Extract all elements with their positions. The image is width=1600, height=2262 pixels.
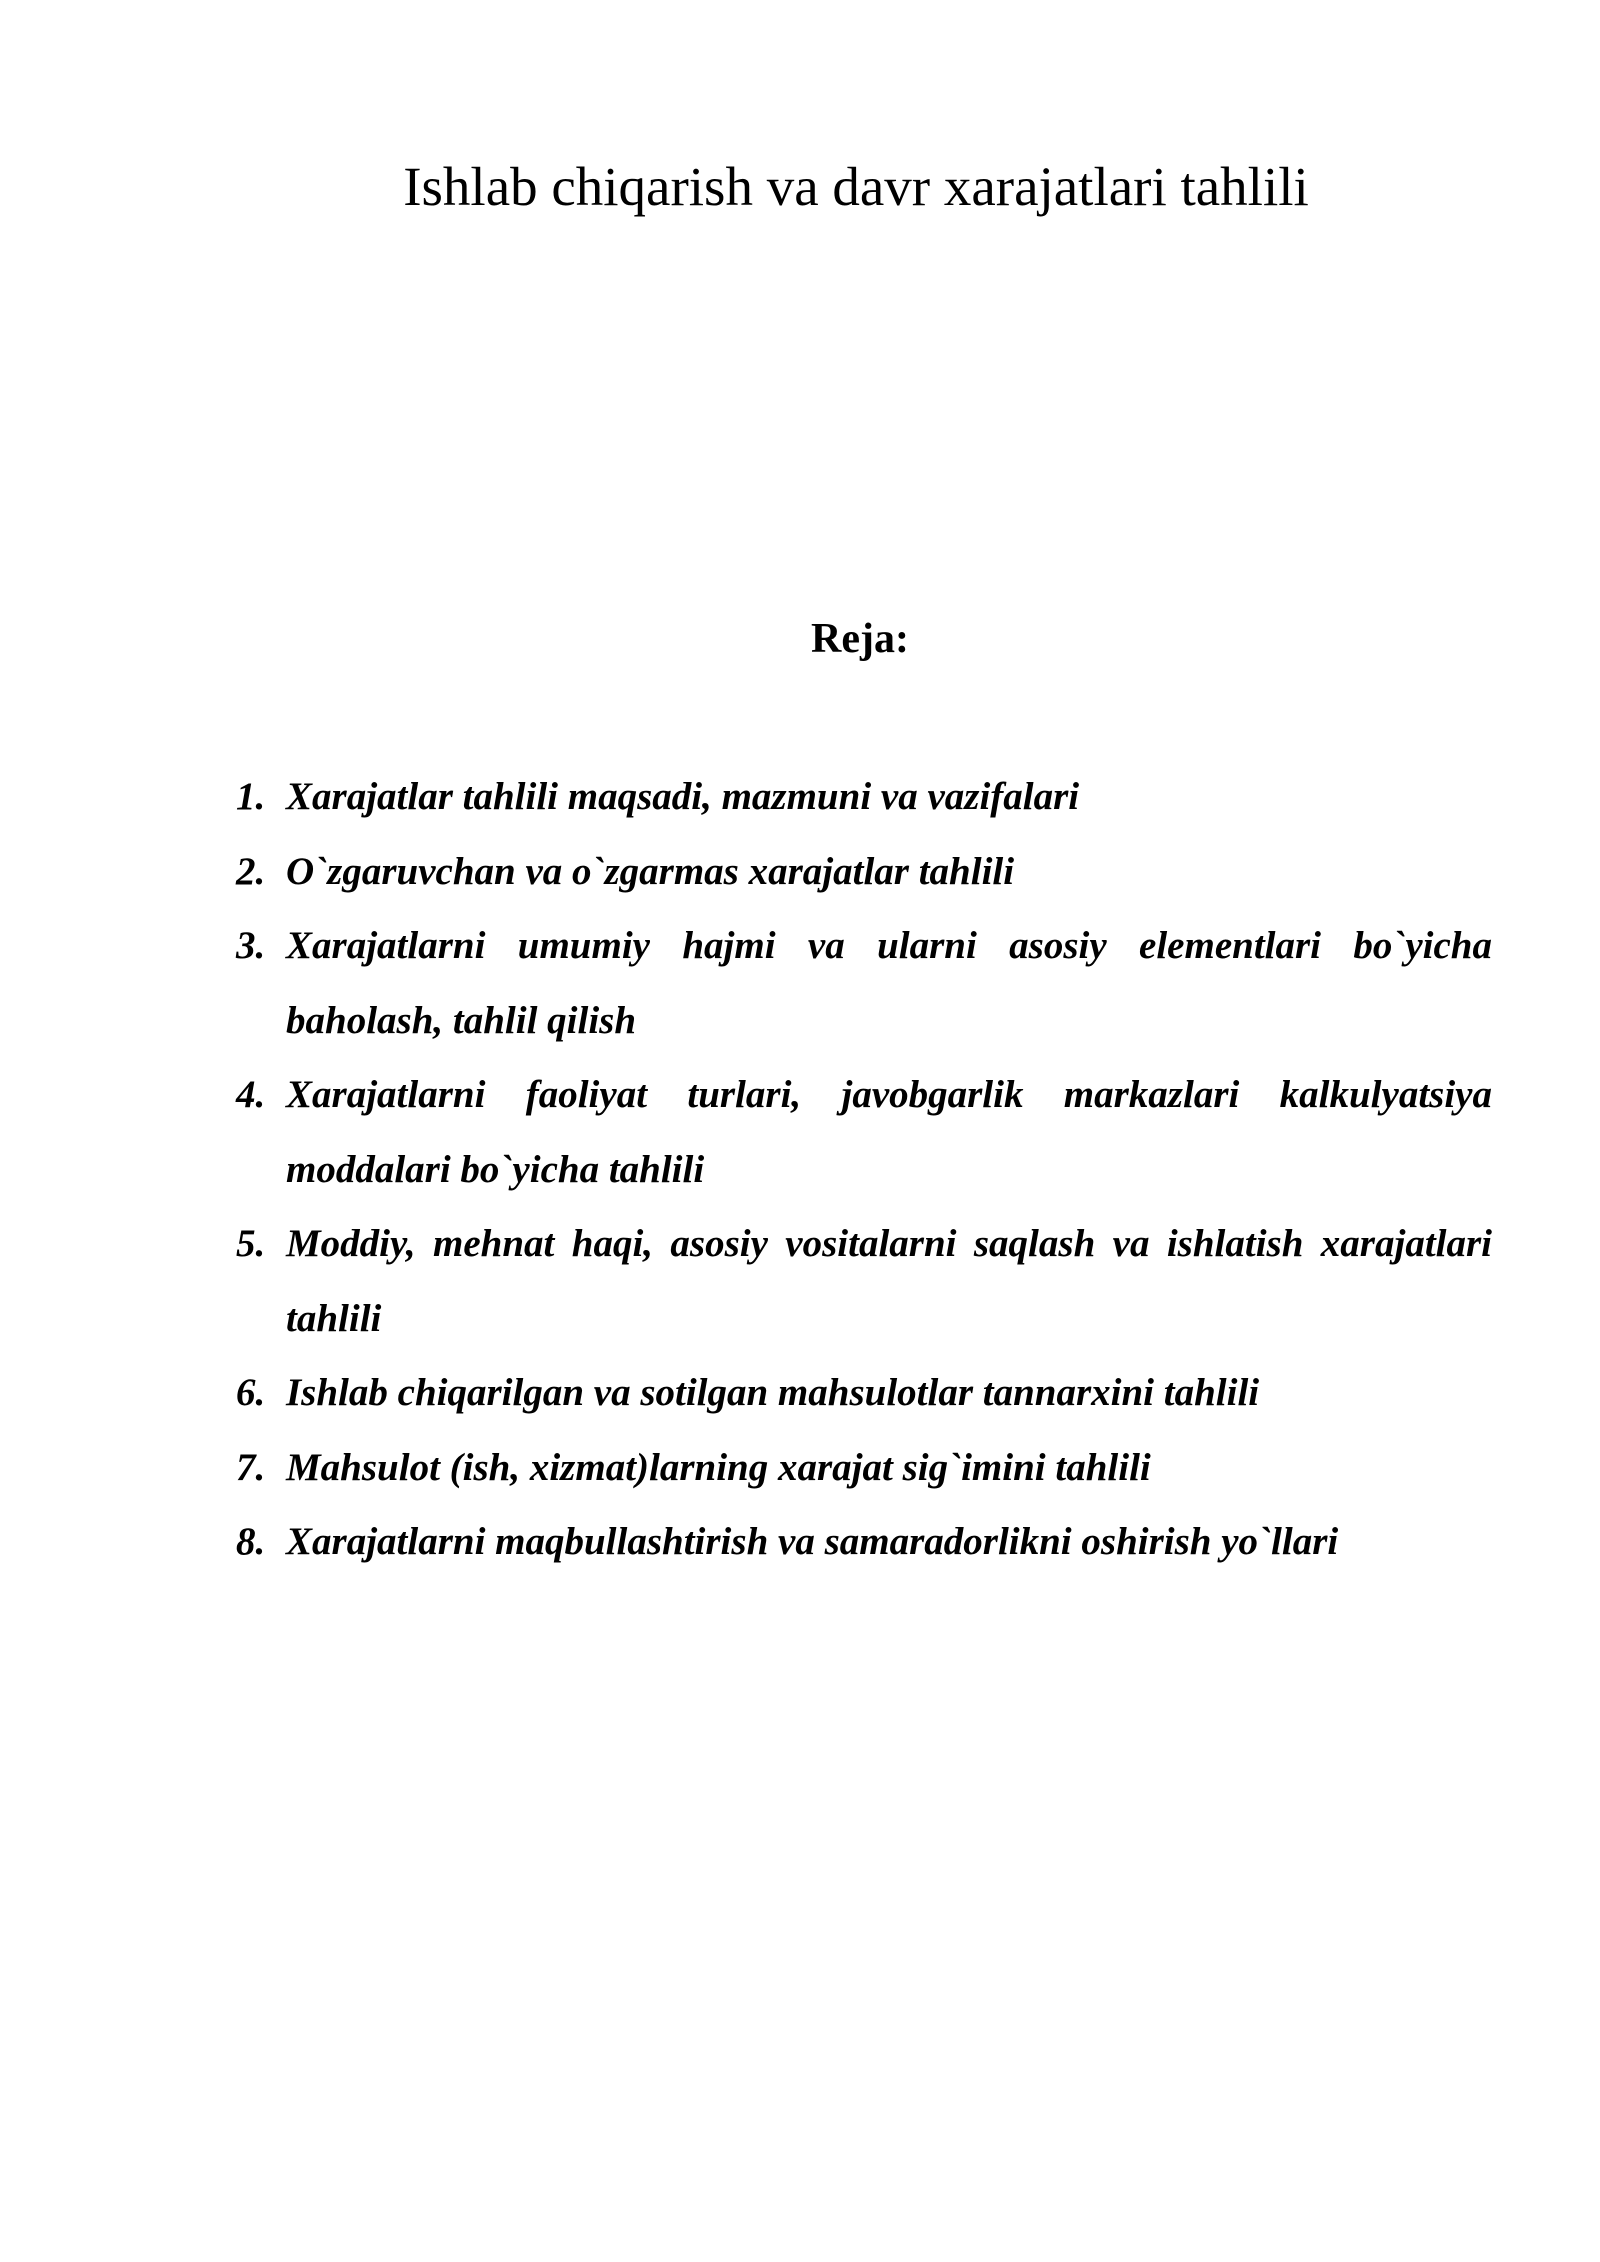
- plan-item-text: Ishlab chiqarilgan va sotilgan mahsulotlar tannarxini tahlili: [286, 1371, 1260, 1414]
- plan-item-number: 5.: [236, 1222, 266, 1265]
- plan-item-text: Xarajatlarni faoliyat turlari, javobgarlik markazlari kalkulyatsiya moddalari bo`yicha tahlili: [286, 1073, 1492, 1191]
- plan-item: [236, 1207, 1492, 1356]
- plan-item-number: 1.: [236, 775, 266, 818]
- plan-item: [236, 909, 1492, 1058]
- plan-item-number: 6.: [236, 1371, 266, 1414]
- plan-item-number: 7.: [236, 1445, 266, 1489]
- plan-item-text: Xarajatlar tahlili maqsadi, mazmuni va vazifalari: [286, 775, 1080, 818]
- plan-item-text: O`zgaruvchan va o`zgarmas xarajatlar tahlili: [286, 849, 1015, 893]
- document-title: Ishlab chiqarish va davr xarajatlari tahlili: [403, 156, 1309, 217]
- plan-item-number: 4.: [236, 1073, 266, 1116]
- plan-item: [236, 1356, 1492, 1431]
- plan-heading: Reja:: [811, 616, 909, 662]
- plan-item: [236, 1431, 1492, 1506]
- plan-item: [236, 760, 1492, 835]
- plan-item-number: 3.: [236, 924, 266, 967]
- plan-item-number: 8.: [236, 1520, 266, 1563]
- plan-list: [236, 760, 1492, 1580]
- plan-item-text: Xarajatlarni umumiy hajmi va ularni asosiy elementlari bo`yicha baholash, tahlil qilish: [286, 924, 1492, 1042]
- plan-item-number: 2.: [236, 849, 266, 893]
- plan-item-text: Mahsulot (ish, xizmat)larning xarajat sig`imini tahlili: [286, 1445, 1151, 1489]
- plan-item-text: Moddiy, mehnat haqi, asosiy vositalarni saqlash va ishlatish xarajatlari tahlili: [286, 1222, 1492, 1340]
- plan-item-text: Xarajatlarni maqbullashtirish va samaradorlikni oshirish yo`llari: [286, 1520, 1339, 1563]
- plan-item: [236, 835, 1492, 910]
- plan-item: [236, 1058, 1492, 1207]
- plan-item: [236, 1505, 1492, 1580]
